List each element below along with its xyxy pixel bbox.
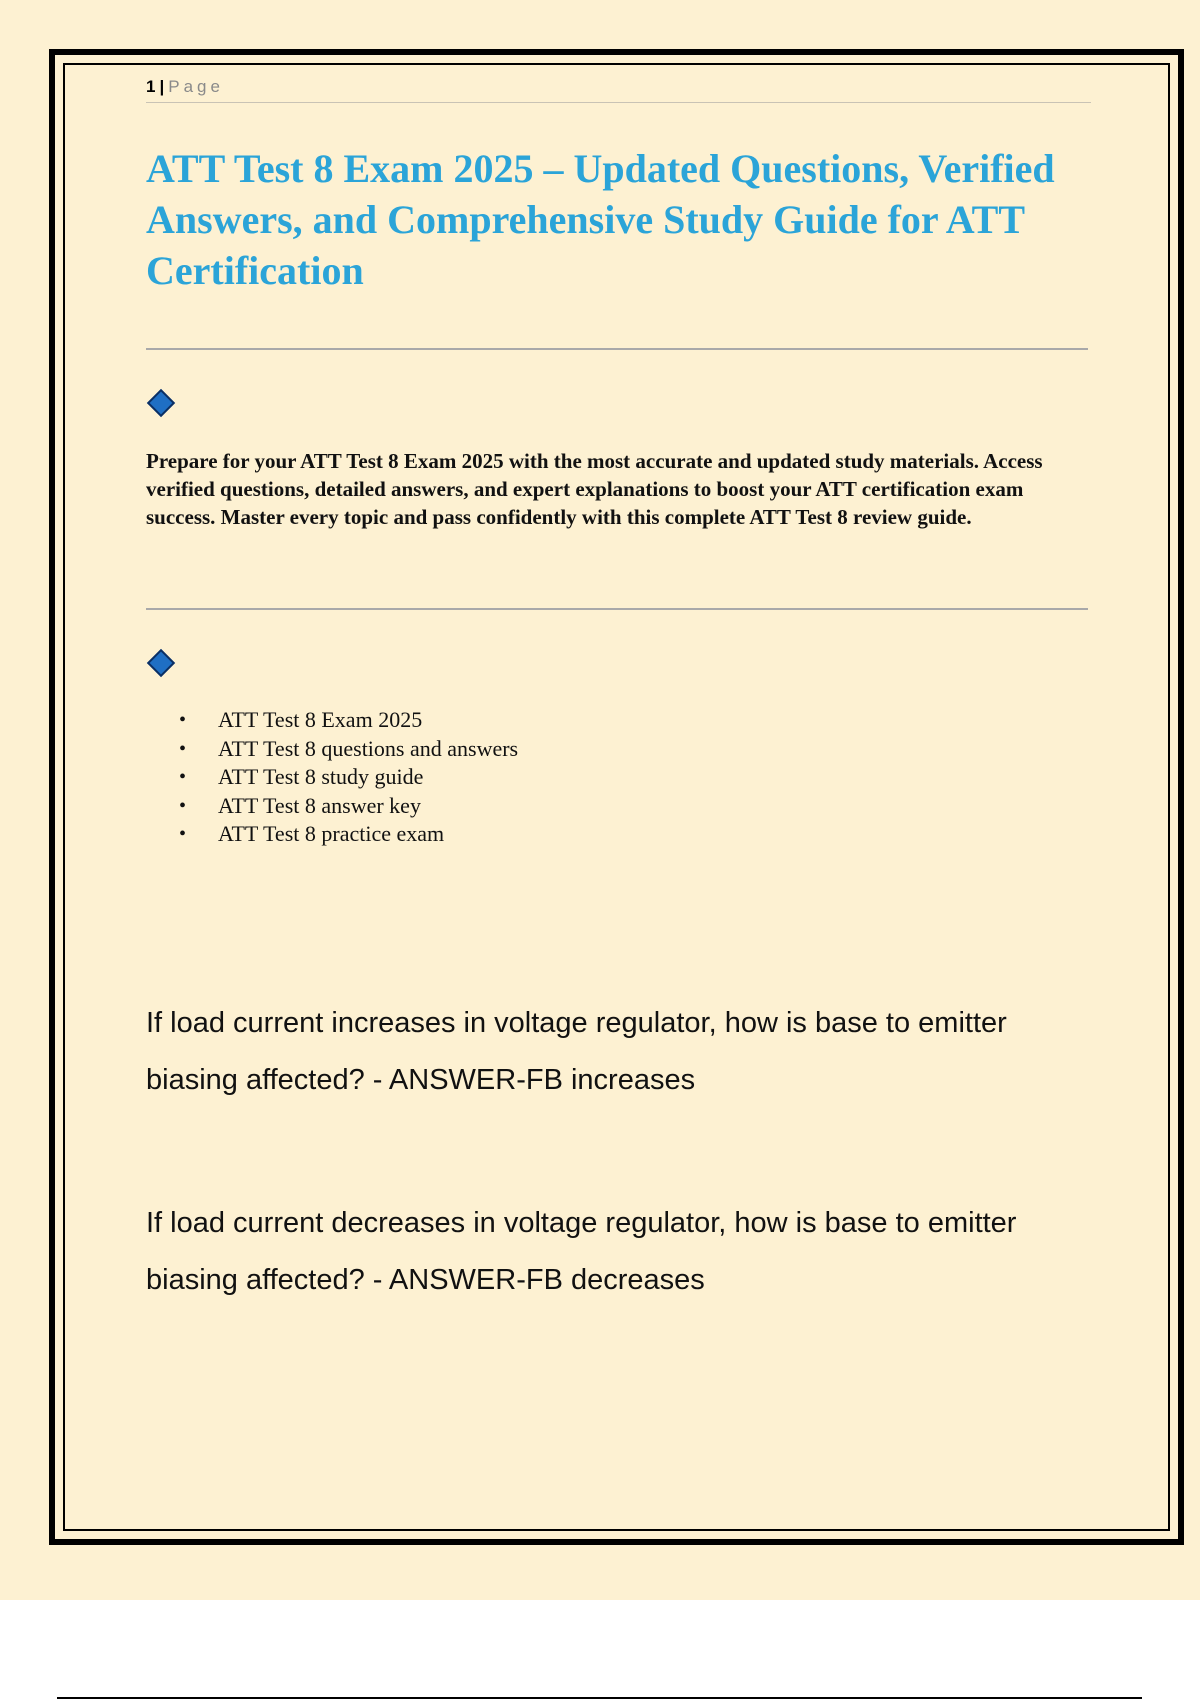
intro-paragraph: Prepare for your ATT Test 8 Exam 2025 with the most accurate and updated study materials. Access verified questions, detailed answers, and expert explanations to boost your ATT certification exam success. Master every topic and pass confidently with this complete ATT Test 8 review guide. (146, 449, 1043, 529)
question-answer-1: If load current increases in voltage regulator, how is base to emitter biasing affected? - ANSWER-FB increases (146, 1007, 1007, 1096)
divider-2 (146, 608, 1088, 610)
document-title: ATT Test 8 Exam 2025 – Updated Questions, Verified Answers, and Comprehensive Study Guide for ATT Certification (146, 146, 1055, 293)
keyword-item: • ATT Test 8 study guide (146, 763, 846, 792)
keyword-item: • ATT Test 8 answer key (146, 792, 846, 821)
keyword-item: • ATT Test 8 Exam 2025 (146, 706, 846, 735)
page-separator: | (159, 77, 165, 96)
next-page-top-rule (57, 1697, 1142, 1699)
keyword-item: • ATT Test 8 questions and answers (146, 735, 846, 764)
keyword-list (146, 706, 846, 849)
keyword-item: • ATT Test 8 practice exam (146, 820, 846, 849)
question-answer-2: If load current decreases in voltage regulator, how is base to emitter biasing affected? - ANSWER-FB decreases (146, 1207, 1017, 1296)
page-label: Page (168, 77, 224, 96)
page-number: 1 (146, 77, 156, 96)
divider-1 (146, 348, 1088, 350)
page-header (146, 72, 1091, 103)
